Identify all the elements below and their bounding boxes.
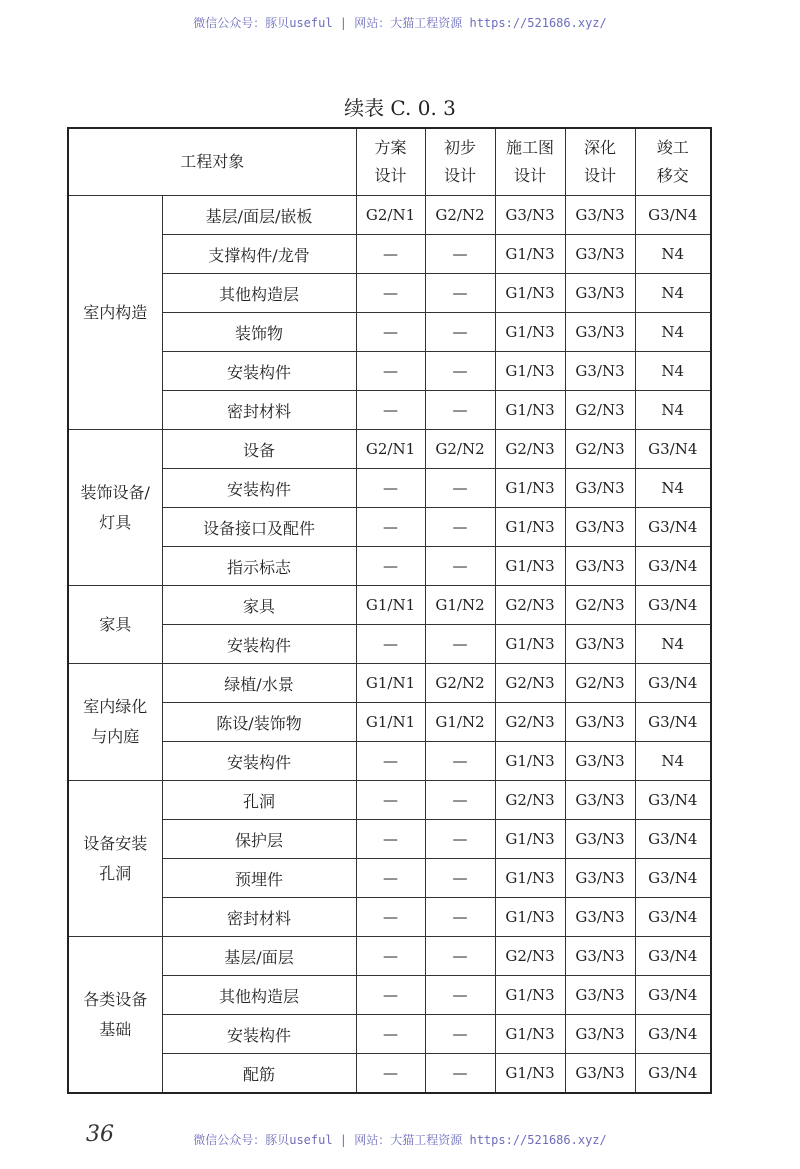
level-cell: — — [356, 313, 425, 352]
level-cell: G2/N3 — [565, 586, 635, 625]
level-cell: — — [356, 352, 425, 391]
level-cell: G1/N1 — [356, 664, 425, 703]
level-cell: — — [356, 859, 425, 898]
level-cell: — — [425, 235, 495, 274]
level-cell: G1/N3 — [495, 820, 565, 859]
level-cell: G3/N3 — [565, 352, 635, 391]
level-cell: G1/N3 — [495, 976, 565, 1015]
level-cell: G1/N2 — [425, 586, 495, 625]
item-label: 安装构件 — [162, 1015, 356, 1054]
table-header-row — [68, 128, 711, 196]
level-cell: N4 — [635, 352, 711, 391]
level-cell: G3/N3 — [565, 469, 635, 508]
table-row — [68, 976, 711, 1015]
level-cell: — — [356, 469, 425, 508]
level-cell: G3/N3 — [565, 820, 635, 859]
level-cell: G2/N3 — [495, 430, 565, 469]
level-cell: — — [356, 547, 425, 586]
level-cell: — — [425, 469, 495, 508]
watermark-bottom: 微信公众号：豚贝useful | 网站：大猫工程资源 https://521686.xyz/ — [193, 1133, 607, 1147]
level-cell: G3/N4 — [635, 1015, 711, 1054]
level-cell: G3/N4 — [635, 859, 711, 898]
level-cell: — — [356, 274, 425, 313]
table-row — [68, 313, 711, 352]
item-label: 设备 — [162, 430, 356, 469]
level-cell: — — [425, 898, 495, 937]
level-cell: — — [425, 976, 495, 1015]
table-row — [68, 547, 711, 586]
level-cell: — — [356, 1054, 425, 1094]
level-cell: G3/N4 — [635, 781, 711, 820]
level-cell: — — [425, 313, 495, 352]
level-cell: N4 — [635, 742, 711, 781]
group-label: 各类设备 基础 — [68, 937, 162, 1094]
item-label: 密封材料 — [162, 898, 356, 937]
level-cell: N4 — [635, 391, 711, 430]
group-label: 设备安装 孔洞 — [68, 781, 162, 937]
level-cell: G3/N4 — [635, 430, 711, 469]
level-cell: G2/N2 — [425, 664, 495, 703]
level-cell: — — [425, 352, 495, 391]
item-label: 陈设/装饰物 — [162, 703, 356, 742]
level-cell: G3/N3 — [565, 1054, 635, 1094]
header-stage-handover: 竣工 移交 — [635, 128, 711, 196]
level-cell: — — [425, 742, 495, 781]
level-cell: G2/N3 — [495, 586, 565, 625]
level-cell: G3/N3 — [565, 703, 635, 742]
level-cell: G2/N3 — [495, 781, 565, 820]
level-cell: G3/N4 — [635, 664, 711, 703]
level-cell: N4 — [635, 313, 711, 352]
level-cell: — — [356, 235, 425, 274]
level-cell: N4 — [635, 625, 711, 664]
group-label: 装饰设备/ 灯具 — [68, 430, 162, 586]
table-row — [68, 1015, 711, 1054]
group-label: 室内绿化 与内庭 — [68, 664, 162, 781]
level-cell: G3/N3 — [565, 1015, 635, 1054]
item-label: 配筋 — [162, 1054, 356, 1094]
level-cell: G3/N4 — [635, 508, 711, 547]
level-cell: G2/N2 — [425, 430, 495, 469]
level-cell: — — [425, 547, 495, 586]
item-label: 支撑构件/龙骨 — [162, 235, 356, 274]
level-cell: G1/N3 — [495, 742, 565, 781]
watermark-top: 微信公众号：豚贝useful | 网站：大猫工程资源 https://521686.xyz/ — [193, 16, 607, 30]
level-cell: G2/N3 — [495, 703, 565, 742]
table-row — [68, 352, 711, 391]
table-row — [68, 937, 711, 976]
table-row — [68, 742, 711, 781]
level-cell: G3/N3 — [565, 976, 635, 1015]
item-label: 设备接口及配件 — [162, 508, 356, 547]
level-cell: — — [425, 274, 495, 313]
level-cell: G3/N3 — [565, 742, 635, 781]
level-cell: G1/N3 — [495, 1054, 565, 1094]
table-row — [68, 196, 711, 235]
header-stage-scheme: 方案 设计 — [356, 128, 425, 196]
level-cell: G3/N4 — [635, 1054, 711, 1094]
level-cell: G1/N3 — [495, 469, 565, 508]
level-cell: G3/N4 — [635, 703, 711, 742]
table-row — [68, 820, 711, 859]
header-stage-detailed: 深化 设计 — [565, 128, 635, 196]
level-cell: G2/N3 — [565, 664, 635, 703]
level-cell: — — [425, 1054, 495, 1094]
level-cell: — — [356, 898, 425, 937]
item-label: 其他构造层 — [162, 976, 356, 1015]
table-row — [68, 274, 711, 313]
table-row — [68, 664, 711, 703]
table-row — [68, 391, 711, 430]
table-row — [68, 430, 711, 469]
level-cell: G1/N2 — [425, 703, 495, 742]
level-cell: G1/N3 — [495, 352, 565, 391]
level-cell: G2/N1 — [356, 430, 425, 469]
level-cell: — — [356, 742, 425, 781]
item-label: 基层/面层/嵌板 — [162, 196, 356, 235]
table-row — [68, 469, 711, 508]
level-cell: G3/N3 — [565, 625, 635, 664]
item-label: 安装构件 — [162, 469, 356, 508]
item-label: 绿植/水景 — [162, 664, 356, 703]
header-stage-construction: 施工图 设计 — [495, 128, 565, 196]
item-label: 密封材料 — [162, 391, 356, 430]
level-cell: G2/N3 — [495, 664, 565, 703]
level-cell: G2/N3 — [495, 937, 565, 976]
table-row — [68, 703, 711, 742]
level-cell: G3/N4 — [635, 820, 711, 859]
table-row — [68, 586, 711, 625]
item-label: 指示标志 — [162, 547, 356, 586]
level-cell: — — [356, 508, 425, 547]
group-label: 家具 — [68, 586, 162, 664]
item-label: 孔洞 — [162, 781, 356, 820]
level-cell: — — [356, 391, 425, 430]
table-row — [68, 1054, 711, 1094]
level-cell: G1/N3 — [495, 313, 565, 352]
item-label: 预埋件 — [162, 859, 356, 898]
item-label: 其他构造层 — [162, 274, 356, 313]
level-cell: — — [356, 781, 425, 820]
level-cell: G1/N3 — [495, 859, 565, 898]
level-cell: G1/N3 — [495, 547, 565, 586]
page-number: 36 — [86, 1122, 114, 1147]
level-cell: G3/N3 — [495, 196, 565, 235]
table-caption: 续表 C. 0. 3 — [344, 96, 456, 120]
level-cell: — — [425, 859, 495, 898]
level-cell: N4 — [635, 274, 711, 313]
level-cell: — — [425, 508, 495, 547]
level-cell: G2/N3 — [565, 430, 635, 469]
level-cell: G3/N3 — [565, 859, 635, 898]
item-label: 基层/面层 — [162, 937, 356, 976]
level-cell: G3/N3 — [565, 274, 635, 313]
level-cell: — — [425, 625, 495, 664]
table-body — [68, 196, 711, 1094]
level-cell: G1/N3 — [495, 898, 565, 937]
level-cell: — — [425, 820, 495, 859]
level-cell: — — [356, 976, 425, 1015]
level-cell: G1/N3 — [495, 391, 565, 430]
table-row — [68, 625, 711, 664]
level-cell: G3/N3 — [565, 937, 635, 976]
level-cell: G2/N2 — [425, 196, 495, 235]
level-cell: G1/N3 — [495, 235, 565, 274]
level-cell: — — [356, 820, 425, 859]
level-cell: G3/N3 — [565, 781, 635, 820]
level-cell: G2/N1 — [356, 196, 425, 235]
item-label: 安装构件 — [162, 742, 356, 781]
level-cell: — — [356, 1015, 425, 1054]
level-cell: — — [425, 1015, 495, 1054]
level-cell: G3/N3 — [565, 313, 635, 352]
level-cell: G2/N3 — [565, 391, 635, 430]
level-cell: G3/N3 — [565, 547, 635, 586]
header-object: 工程对象 — [68, 128, 356, 196]
level-cell: — — [425, 781, 495, 820]
level-cell: — — [425, 391, 495, 430]
level-cell: G3/N4 — [635, 547, 711, 586]
table-row — [68, 235, 711, 274]
level-cell: G3/N3 — [565, 235, 635, 274]
item-label: 装饰物 — [162, 313, 356, 352]
table-row — [68, 508, 711, 547]
level-cell: G1/N1 — [356, 703, 425, 742]
item-label: 安装构件 — [162, 352, 356, 391]
level-cell: G3/N3 — [565, 508, 635, 547]
level-cell: G1/N3 — [495, 274, 565, 313]
table-row — [68, 898, 711, 937]
level-cell: G3/N4 — [635, 898, 711, 937]
level-cell: — — [356, 937, 425, 976]
level-cell: G3/N3 — [565, 898, 635, 937]
level-cell: N4 — [635, 235, 711, 274]
table-row — [68, 859, 711, 898]
spec-table — [67, 127, 712, 1094]
level-cell: G1/N3 — [495, 625, 565, 664]
header-stage-preliminary: 初步 设计 — [425, 128, 495, 196]
table-row — [68, 781, 711, 820]
level-cell: — — [356, 625, 425, 664]
level-cell: G3/N4 — [635, 976, 711, 1015]
level-cell: N4 — [635, 469, 711, 508]
level-cell: — — [425, 937, 495, 976]
level-cell: G3/N4 — [635, 196, 711, 235]
item-label: 保护层 — [162, 820, 356, 859]
item-label: 家具 — [162, 586, 356, 625]
level-cell: G1/N3 — [495, 1015, 565, 1054]
level-cell: G3/N4 — [635, 937, 711, 976]
level-cell: G3/N4 — [635, 586, 711, 625]
level-cell: G1/N1 — [356, 586, 425, 625]
level-cell: G1/N3 — [495, 508, 565, 547]
level-cell: G3/N3 — [565, 196, 635, 235]
item-label: 安装构件 — [162, 625, 356, 664]
group-label: 室内构造 — [68, 196, 162, 430]
